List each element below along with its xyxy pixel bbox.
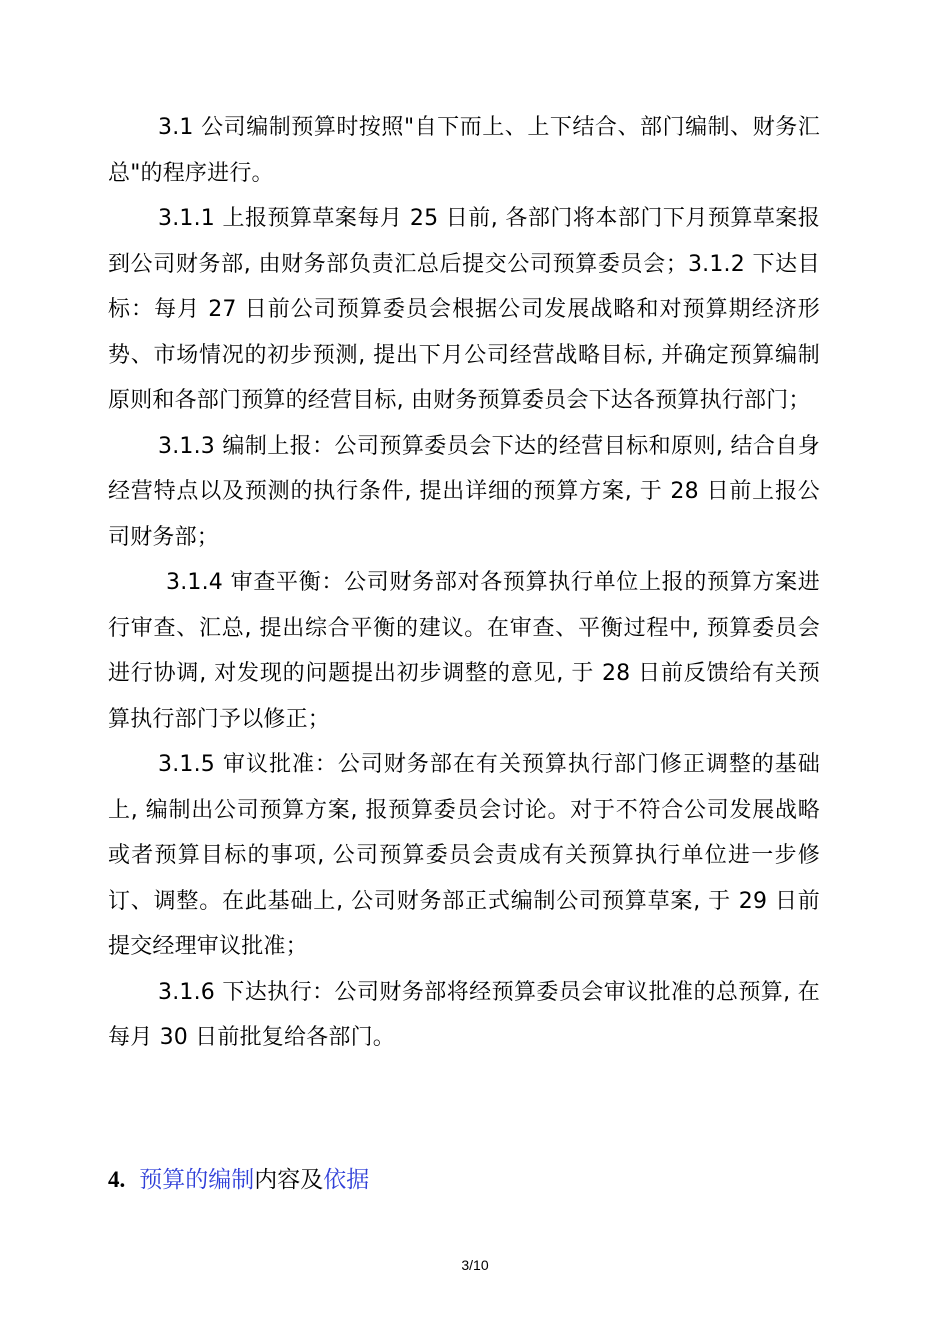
paragraph-3-1: 3.1 公司编制预算时按照"自下而上、上下结合、部门编制、财务汇总"的程序进行。 bbox=[108, 115, 820, 186]
paragraph-3-1-5: 3.1.5 审议批准：公司财务部在有关预算执行部门修正调整的基础上, 编制出公司预算方案, 报预算委员会讨论。对于不符合公司发展战略或者预算目标的事项, 公司预算委员会责成有关预算执行单位进一步修订、调整。在此基础上, 公司财务部正式编制公司预算草案, 于 29 日前提交经理审议批准； bbox=[108, 752, 820, 959]
heading-link-text-2[interactable]: 依据 bbox=[323, 1167, 370, 1193]
section-heading-4 bbox=[108, 1160, 369, 1200]
page-number: 3/10 bbox=[461, 1257, 489, 1273]
document-body bbox=[108, 105, 820, 1061]
paragraph-3-1-3: 3.1.3 编制上报：公司预算委员会下达的经营目标和原则, 结合自身经营特点以及预测的执行条件, 提出详细的预算方案, 于 28 日前上报公司财务部； bbox=[108, 433, 820, 550]
paragraph-3-1-1: 3.1.1 上报预算草案每月 25 日前, 各部门将本部门下月预算草案报到公司财务部, 由财务部负责汇总后提交公司预算委员会；3.1.2 下达目标：每月 27 日前公司预算委员会根据公司发展战略和对预算期经济形势、市场情况的初步预测, 提出下月公司经营战略目标, 并确定预算编制原则和各部门预算的经营目标, 由财务预算委员会下达各预算执行部门； bbox=[108, 206, 820, 413]
heading-number: 4. bbox=[108, 1167, 126, 1192]
heading-link-text[interactable]: 预算的编制 bbox=[139, 1167, 255, 1193]
paragraph-3-1-4: 3.1.4 审查平衡：公司财务部对各预算执行单位上报的预算方案进行审查、汇总, 提出综合平衡的建议。在审查、平衡过程中, 预算委员会进行协调, 对发现的问题提出初步调整的意见, 于 28 日前反馈给有关预算执行部门予以修正； bbox=[108, 570, 820, 732]
heading-plain-text: 内容及 bbox=[254, 1167, 324, 1193]
paragraph-3-1-6: 3.1.6 下达执行：公司财务部将经预算委员会审议批准的总预算, 在每月 30 日前批复给各部门。 bbox=[108, 979, 820, 1050]
